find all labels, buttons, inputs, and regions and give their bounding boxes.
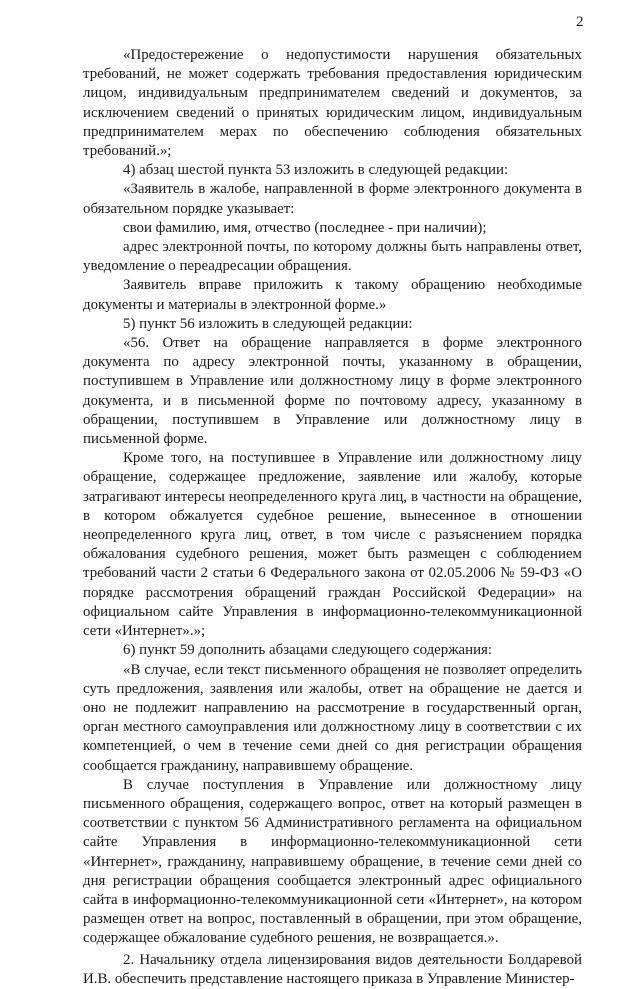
paragraph-order-item-2: 2. Начальнику отдела лицензирования видов деятельности Болдаревой И.В. обеспечить представление настоящего приказа в Управление Министер- xyxy=(83,951,582,987)
paragraph-warning-quote: «Предостережение о недопустимости нарушения обязательных требований, не может содержать требования предоставления юридическим лицом, индивидуальным предпринимателем сведений и документов, за исключением сведений о принятых юридическим лицом, индивидуальным предпринимателем мерах по обеспечению соблюдения обязательных требований.»; xyxy=(83,47,582,160)
paragraph-complaint-requirements: «Заявитель в жалобе, направленной в форме электронного документа в обязательном порядке указывает: xyxy=(83,181,582,217)
paragraph-unclear-text: «В случае, если текст письменного обращения не позволяет определить суть предложения, заявления или жалобы, ответ на обращение не дается и оно не подлежит направлению на рассмотрение в государственный орган, орган местного самоуправления или должностному лицу в соответствии с их компетенцией, о чем в течение семи дней со дня регистрации обращения сообщается гражданину, направившему обращение. xyxy=(83,661,582,774)
page-number: 2 xyxy=(576,14,584,30)
paragraph-email-requirement: адрес электронной почты, по которому должны быть направлены ответ, уведомление о переадресации обращения. xyxy=(83,239,582,275)
paragraph-name-requirement: свои фамилию, имя, отчество (последнее - при наличии); xyxy=(123,219,487,236)
paragraph-attachments: Заявитель вправе приложить к такому обращению необходимые документы и материалы в электронной форме.» xyxy=(83,277,582,313)
paragraph-publication: Кроме того, на поступившее в Управление или должностному лицу обращение, содержащее предложение, заявление или жалобу, которые затрагивают интересы неопределенного круга лиц, в частности на обращение, в котором обжалуется судебное решение, вынесенное в отношении неопределенного круга лиц, ответ, в том числе с разъяснением порядка обжалования судебного решения, может быть размещен с соблюдением требований части 2 статьи 6 Федерального закона от 02.05.2006 № 59-ФЗ «О порядке рассмотрения обращений граждан Российской Федерации» на официальном сайте Управления в информационно-телекоммуникационной сети «Интернет».»; xyxy=(83,450,582,640)
document-body xyxy=(83,46,582,989)
paragraph-item-4: 4) абзац шестой пункта 53 изложить в следующей редакции: xyxy=(123,162,509,179)
paragraph-repeated-question: В случае поступления в Управление или должностному лицу письменного обращения, содержащего вопрос, ответ на который размещен в соответствии с пунктом 56 Административного регламента на официальном сайте Управления в информационно-телекоммуникационной сети «Интернет», гражданину, направившему обращение, в течение семи дней со дня регистрации обращения сообщается электронный адрес официального сайта в информационно-телекоммуникационной сети «Интернет», на котором размещен ответ на вопрос, поставленный в обращении, при этом обращение, содержащее обжалование судебного решения, не возвращается.». xyxy=(83,776,582,947)
paragraph-point-56: «56. Ответ на обращение направляется в форме электронного документа по адресу электронной почты, указанному в обращении, поступившем в Управление или должностному лицу в форме электронного документа, и в письменной форме по почтовому адресу, указанному в обращении, поступившем в Управление или должностному лицу в письменной форме. xyxy=(83,335,582,448)
paragraph-item-6: 6) пункт 59 дополнить абзацами следующего содержания: xyxy=(123,642,493,659)
paragraph-item-5: 5) пункт 56 изложить в следующей редакции: xyxy=(123,315,413,332)
